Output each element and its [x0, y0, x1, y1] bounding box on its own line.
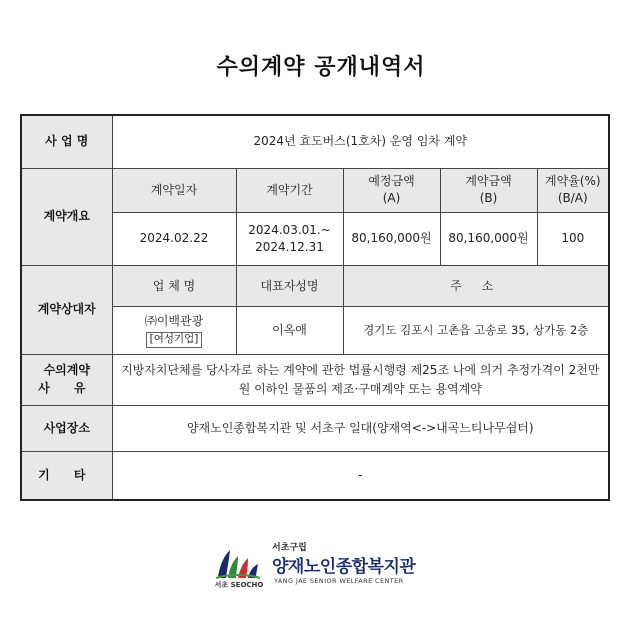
overview-header: 계약금액 (B)	[440, 168, 537, 212]
reason-label	[21, 354, 112, 405]
representative-name: 이옥애	[236, 307, 343, 354]
overview-header: 예정금액 (A)	[343, 168, 440, 212]
page-title: 수의계약 공개내역서	[216, 55, 426, 80]
contract-date: 2024.02.22	[112, 212, 236, 265]
reason-label-line1: 수의계약	[43, 363, 90, 378]
reason-row	[21, 354, 609, 405]
welfare-center-logo	[212, 540, 432, 592]
location-value: 양재노인종합복지관 및 서초구 일대(양재역<->내곡느티나무쉼터)	[112, 405, 609, 451]
reason-label-line2: 사 유	[38, 380, 96, 395]
etc-row	[21, 452, 609, 500]
company-tag: [여성기업]	[146, 332, 203, 348]
company-name: ㈜이백관광	[144, 314, 204, 329]
overview-header: 계약기간	[236, 168, 343, 212]
business-value: 2024년 효도버스(1호차) 운영 임차 계약	[112, 115, 609, 168]
counterparty-header-row	[21, 266, 609, 307]
contract-amount: 80,160,000원	[440, 212, 537, 265]
etc-label: 기 타	[21, 452, 112, 500]
address-value: 경기도 김포시 고촌읍 고송로 35, 상가동 2층	[343, 307, 609, 354]
company-header: 업 체 명	[112, 266, 236, 307]
contract-table	[20, 114, 610, 501]
contract-period: 2024.03.01.~ 2024.12.31	[236, 212, 343, 265]
overview-header: 계약일자	[112, 168, 236, 212]
overview-header: 계약율(%) (B/A)	[537, 168, 609, 212]
reason-value: 지방자치단체를 당사자로 하는 계약에 관한 법률시행령 제25조 나에 의거 추정가격이 2천만원 이하인 물품의 제조·구매계약 또는 용역계약	[112, 354, 609, 405]
logo-name: 양재노인종합복지관	[272, 557, 416, 577]
contract-rate: 100	[537, 212, 609, 265]
logo-seocho-text: 서초 SEOCHO	[214, 581, 264, 589]
estimated-amount: 80,160,000원	[343, 212, 440, 265]
business-row	[21, 115, 609, 168]
company-cell	[112, 307, 236, 354]
etc-value: -	[112, 452, 609, 500]
business-label: 사 업 명	[21, 115, 112, 168]
overview-header-row	[21, 168, 609, 212]
logo-english: YANG JAE SENIOR WELFARE CENTER	[274, 577, 404, 585]
location-label: 사업장소	[21, 405, 112, 451]
representative-header: 대표자성명	[236, 266, 343, 307]
address-header: 주 소	[343, 266, 609, 307]
location-row	[21, 405, 609, 451]
counterparty-label: 계약상대자	[21, 266, 112, 354]
overview-label: 계약개요	[21, 168, 112, 265]
logo-district: 서초구립	[272, 543, 307, 553]
